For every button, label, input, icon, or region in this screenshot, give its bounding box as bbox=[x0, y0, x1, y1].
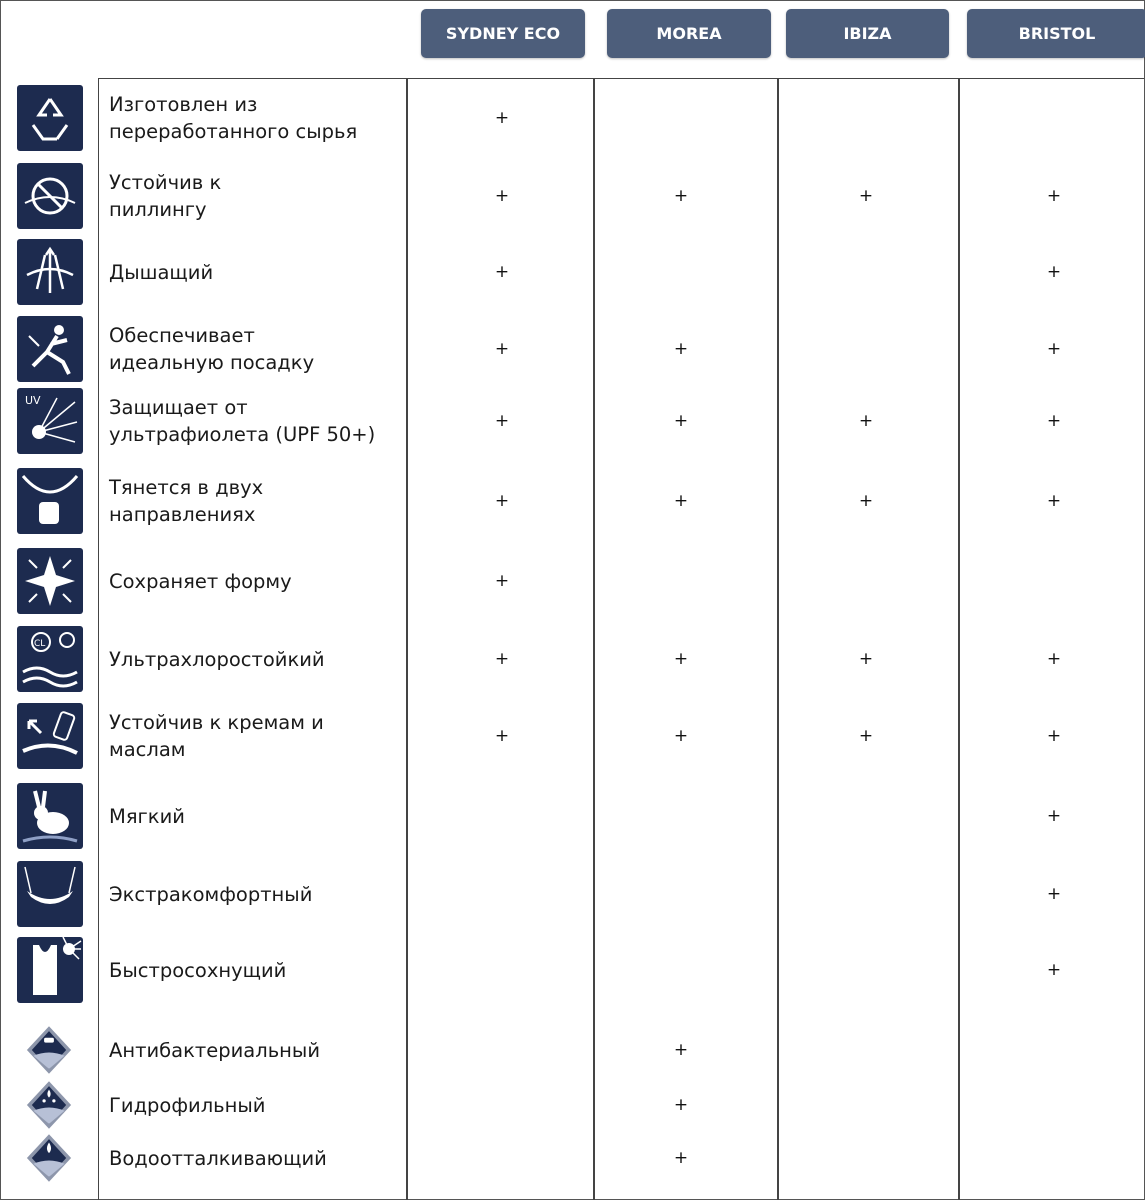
cream-oil-resistant-icon bbox=[17, 703, 83, 769]
feature-label bbox=[109, 394, 375, 448]
feature-label bbox=[109, 322, 314, 376]
feature-label bbox=[109, 474, 263, 528]
feature-label bbox=[109, 1145, 327, 1172]
comparison-table bbox=[98, 78, 1144, 1200]
feature-mark: + bbox=[1046, 262, 1062, 282]
column-divider bbox=[593, 78, 595, 1200]
feature-label-line: направлениях bbox=[109, 503, 256, 526]
anti-pilling-icon bbox=[17, 163, 83, 229]
feature-label bbox=[109, 803, 185, 830]
column-divider bbox=[958, 78, 960, 1200]
feature-mark: + bbox=[1046, 806, 1062, 826]
feature-mark: + bbox=[1046, 960, 1062, 980]
feature-label-line: Устойчив к bbox=[109, 171, 222, 194]
feature-label-line: Водоотталкивающий bbox=[109, 1146, 327, 1170]
column-divider bbox=[777, 78, 779, 1200]
feature-mark: + bbox=[494, 411, 510, 431]
feature-mark: + bbox=[673, 1040, 689, 1060]
feature-mark: + bbox=[673, 491, 689, 511]
feature-label-line: Защищает от bbox=[109, 396, 248, 419]
feature-label bbox=[109, 91, 357, 145]
feature-mark: + bbox=[494, 649, 510, 669]
feature-mark: + bbox=[494, 726, 510, 746]
feature-label bbox=[109, 1092, 265, 1119]
feature-label-line: пиллингу bbox=[109, 198, 207, 221]
feature-label bbox=[109, 169, 221, 223]
chlorine-resistant-icon bbox=[17, 626, 83, 692]
feature-label bbox=[109, 881, 312, 908]
feature-mark: + bbox=[1046, 186, 1062, 206]
feature-label-line: Ультрахлоростойкий bbox=[109, 647, 325, 671]
feature-mark: + bbox=[673, 726, 689, 746]
feature-mark: + bbox=[673, 1095, 689, 1115]
feature-label-line: Обеспечивает bbox=[109, 324, 255, 347]
feature-label bbox=[109, 957, 286, 984]
perfect-fit-icon bbox=[17, 316, 83, 382]
feature-mark: + bbox=[1046, 339, 1062, 359]
antibacterial-icon bbox=[22, 1023, 76, 1077]
feature-label bbox=[109, 259, 213, 286]
header-morea: MOREA bbox=[607, 9, 771, 58]
feature-mark: + bbox=[858, 491, 874, 511]
feature-label-line: ультрафиолета (UPF 50+) bbox=[109, 423, 376, 446]
feature-label-line: Изготовлен из bbox=[109, 93, 258, 116]
breathable-icon bbox=[17, 239, 83, 305]
feature-mark: + bbox=[494, 186, 510, 206]
feature-mark: + bbox=[494, 571, 510, 591]
feature-label-line: переработанного сырья bbox=[109, 120, 358, 143]
two-way-stretch-icon bbox=[17, 468, 83, 534]
feature-mark: + bbox=[673, 339, 689, 359]
feature-label-line: Дышащий bbox=[109, 260, 214, 284]
feature-label-line: Гидрофильный bbox=[109, 1093, 266, 1117]
recycle-icon bbox=[17, 85, 83, 151]
feature-label bbox=[109, 1037, 320, 1064]
feature-mark: + bbox=[673, 186, 689, 206]
feature-mark: + bbox=[858, 186, 874, 206]
feature-mark: + bbox=[673, 649, 689, 669]
feature-mark: + bbox=[1046, 726, 1062, 746]
feature-mark: + bbox=[858, 411, 874, 431]
header-sydney-eco: SYDNEY ECO bbox=[421, 9, 585, 58]
hammock-comfort-icon bbox=[17, 861, 83, 927]
header-bristol: BRISTOL bbox=[967, 9, 1145, 58]
feature-mark: + bbox=[494, 108, 510, 128]
svg-text:CL: CL bbox=[34, 639, 46, 649]
feature-label bbox=[109, 568, 292, 595]
feature-mark: + bbox=[1046, 884, 1062, 904]
feature-mark: + bbox=[673, 411, 689, 431]
feature-label-line: Быстросохнущий bbox=[109, 958, 287, 982]
feature-label-line: Антибактериальный bbox=[109, 1038, 321, 1062]
feature-mark: + bbox=[1046, 649, 1062, 669]
feature-label-line: Тянется в двух bbox=[109, 476, 264, 499]
feature-mark: + bbox=[858, 649, 874, 669]
svg-text:UV: UV bbox=[25, 394, 41, 407]
feature-label-line: Экстракомфортный bbox=[109, 882, 313, 906]
soft-rabbit-icon bbox=[17, 783, 83, 849]
feature-mark: + bbox=[673, 1148, 689, 1168]
shape-retention-icon bbox=[17, 548, 83, 614]
feature-label bbox=[109, 709, 324, 763]
feature-label-line: идеальную посадку bbox=[109, 351, 315, 374]
column-divider bbox=[406, 78, 408, 1200]
feature-mark: + bbox=[494, 339, 510, 359]
quick-dry-icon bbox=[17, 937, 83, 1003]
header-ibiza: IBIZA bbox=[786, 9, 949, 58]
feature-mark: + bbox=[858, 726, 874, 746]
hydrophilic-icon bbox=[22, 1078, 76, 1132]
feature-label-line: Сохраняет форму bbox=[109, 569, 292, 593]
feature-label bbox=[109, 646, 325, 673]
uv-protection-icon bbox=[17, 388, 83, 454]
feature-label-line: маслам bbox=[109, 738, 186, 761]
feature-mark: + bbox=[1046, 411, 1062, 431]
water-repellent-icon bbox=[22, 1131, 76, 1185]
feature-mark: + bbox=[494, 491, 510, 511]
feature-label-line: Устойчив к кремам и bbox=[109, 711, 324, 734]
feature-label-line: Мягкий bbox=[109, 804, 185, 828]
feature-mark: + bbox=[494, 262, 510, 282]
feature-mark: + bbox=[1046, 491, 1062, 511]
